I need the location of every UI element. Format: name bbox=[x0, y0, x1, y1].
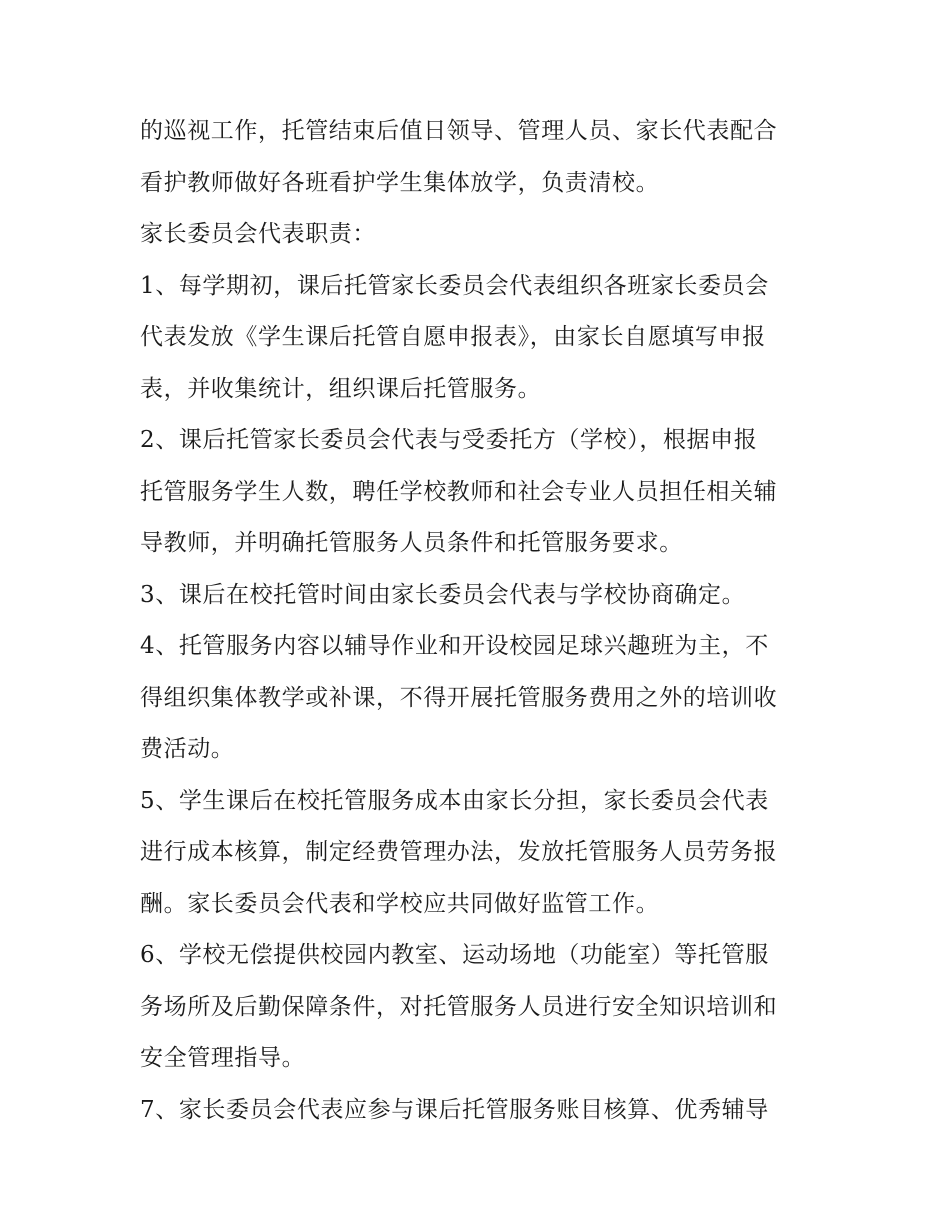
text-line: 7、家长委员会代表应参与课后托管服务账目核算、优秀辅导 bbox=[140, 1096, 769, 1123]
text-line: 看护教师做好各班看护学生集体放学，负责清校。 bbox=[140, 169, 660, 196]
text-line: 4、托管服务内容以辅导作业和开设校园足球兴趣班为主，不 bbox=[140, 633, 769, 659]
text-line: 导教师，并明确托管服务人员条件和托管服务要求。 bbox=[140, 530, 683, 556]
text-line: 5、学生课后在校托管服务成本由家长分担，家长委员会代表 bbox=[140, 787, 769, 814]
text-line: 3、课后在校托管时间由家长委员会代表与学校协商确定。 bbox=[140, 581, 746, 608]
text-line: 进行成本核算，制定经费管理办法，发放托管服务人员劳务报 bbox=[140, 839, 778, 865]
text-line: 得组织集体教学或补课，不得开展托管服务费用之外的培训收 bbox=[140, 684, 778, 711]
text-line: 2、课后托管家长委员会代表与受委托方（学校），根据申报 bbox=[140, 427, 758, 453]
text-line: 的巡视工作，托管结束后值日领导、管理人员、家长代表配合 bbox=[140, 118, 778, 144]
text-line: 1、每学期初，课后托管家长委员会代表组织各班家长委员会 bbox=[140, 272, 769, 299]
text-line: 表，并收集统计，组织课后托管服务。 bbox=[140, 375, 542, 402]
body-text bbox=[140, 106, 820, 1136]
text-line: 费活动。 bbox=[140, 736, 235, 762]
section-heading: 家长委员会代表职责： bbox=[140, 221, 376, 247]
text-line: 务场所及后勤保障条件，对托管服务人员进行安全知识培训和 bbox=[140, 993, 778, 1020]
text-line: 6、学校无偿提供校园内教室、运动场地（功能室）等托管服 bbox=[140, 942, 769, 968]
text-line: 安全管理指导。 bbox=[140, 1045, 306, 1071]
text-line: 酬。家长委员会代表和学校应共同做好监管工作。 bbox=[140, 890, 660, 917]
text-line: 代表发放《学生课后托管自愿申报表》，由家长自愿填写申报 bbox=[140, 324, 766, 350]
text-line: 托管服务学生人数，聘任学校教师和社会专业人员担任相关辅 bbox=[140, 478, 778, 505]
